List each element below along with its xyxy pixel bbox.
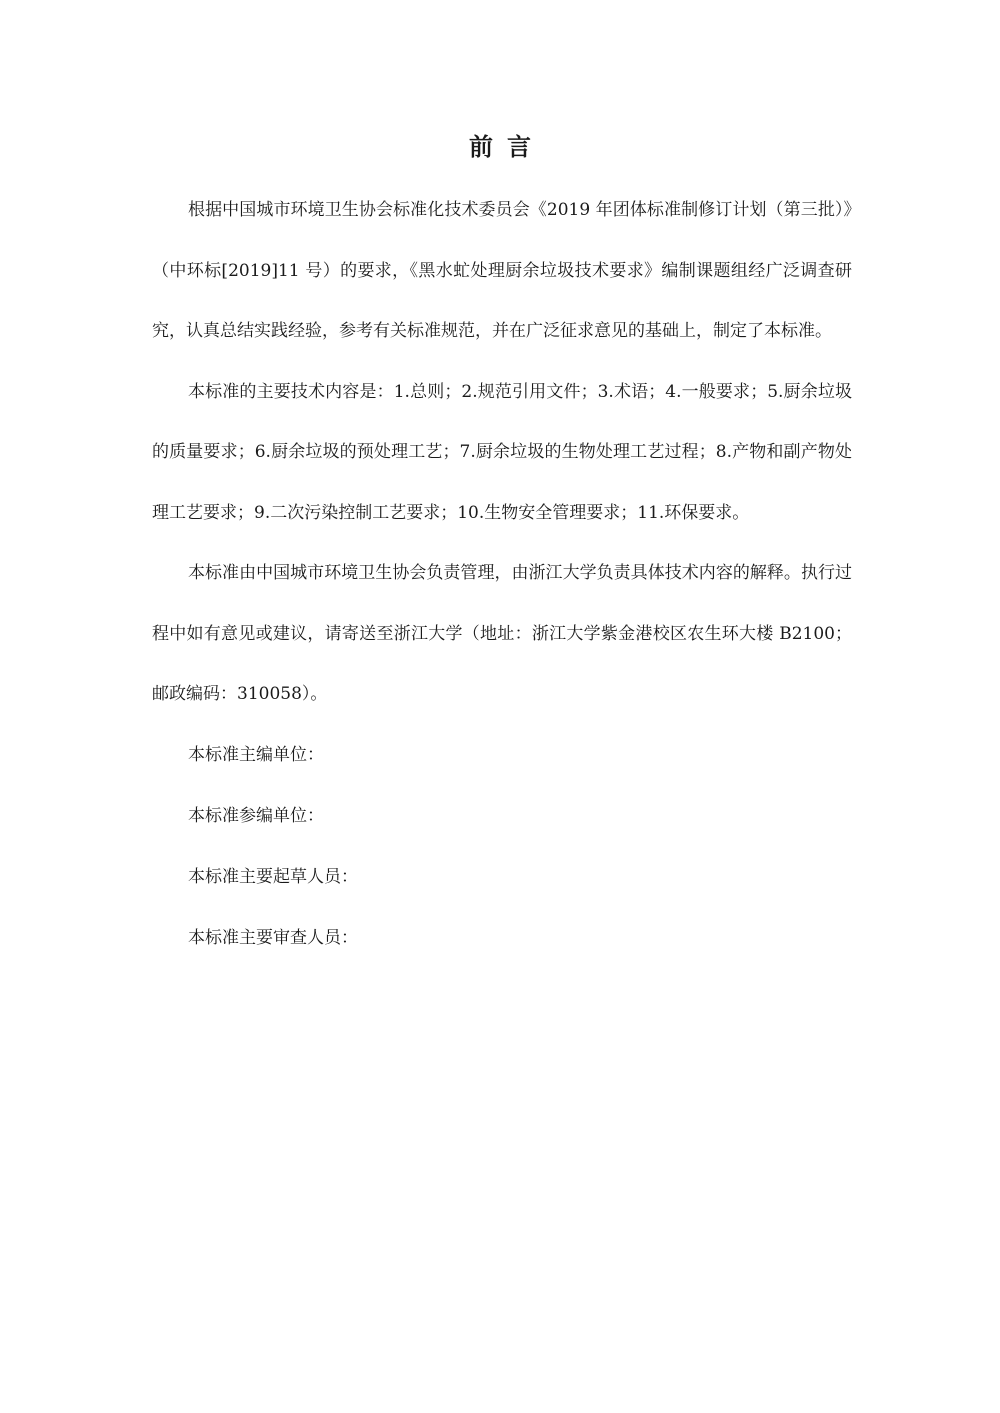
field-participating-unit: 本标准参编单位： — [188, 805, 324, 826]
field-chief-editor-unit: 本标准主编单位： — [188, 744, 324, 765]
document-body — [152, 180, 852, 969]
paragraph-background: 根据中国城市环境卫生协会标准化技术委员会《2019 年团体标准制修订计划（第三批）》（中环标[2019]11 号）的要求，《黑水虻处理厨余垃圾技术要求》编制课题组经广泛调查研究，认真总结实践经验，参考有关标准规范，并在广泛征求意见的基础上，制定了本标准。 — [152, 200, 852, 341]
paragraph-technical-contents: 本标准的主要技术内容是：1.总则；2.规范引用文件；3.术语；4.一般要求；5.厨余垃圾的质量要求；6.厨余垃圾的预处理工艺；7.厨余垃圾的生物处理工艺过程；8.产物和副产物处理工艺要求；9.二次污染控制工艺要求；10.生物安全管理要求；11.环保要求。 — [152, 381, 852, 523]
document-title: 前言 — [469, 133, 545, 161]
field-drafters: 本标准主要起草人员： — [188, 866, 358, 887]
field-reviewers: 本标准主要审查人员： — [188, 927, 358, 948]
paragraph-management: 本标准由中国城市环境卫生协会负责管理，由浙江大学负责具体技术内容的解释。执行过程中如有意见或建议，请寄送至浙江大学（地址：浙江大学紫金港校区农生环大楼 B2100；邮政编码：310058）。 — [152, 563, 852, 704]
